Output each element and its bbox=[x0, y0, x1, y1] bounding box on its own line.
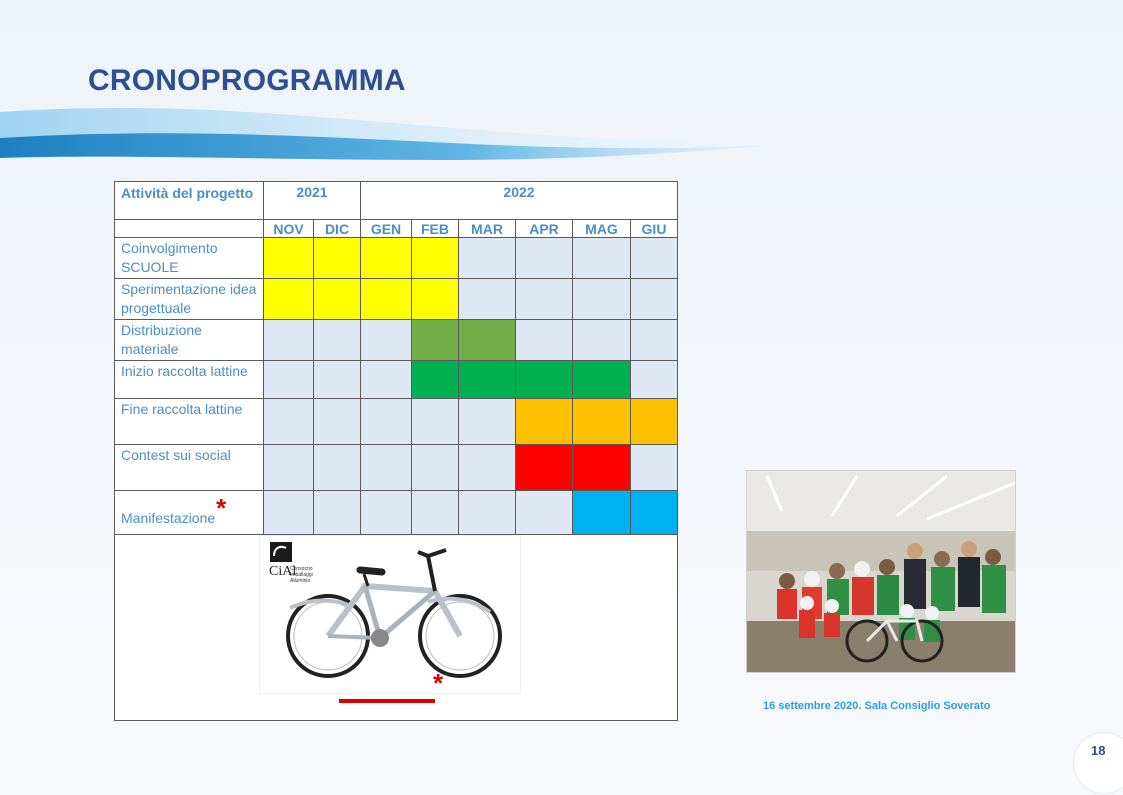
schedule-cell-empty bbox=[264, 445, 314, 491]
schedule-cell-empty bbox=[631, 445, 678, 491]
schedule-cell-empty bbox=[264, 491, 314, 535]
page-number-badge bbox=[1073, 732, 1123, 794]
schedule-cell-empty bbox=[314, 320, 361, 361]
month-header: APR bbox=[516, 220, 573, 238]
schedule-cell-blue bbox=[573, 491, 631, 535]
activity-label bbox=[115, 238, 264, 279]
red-underline bbox=[339, 699, 435, 703]
month-header: GEN bbox=[361, 220, 412, 238]
month-header: DIC bbox=[314, 220, 361, 238]
schedule-cell-empty bbox=[631, 279, 678, 320]
schedule-cell-red bbox=[516, 445, 573, 491]
schedule-cell-yellow bbox=[314, 238, 361, 279]
month-header-blank bbox=[115, 220, 264, 238]
activity-label-text: Contest sui social bbox=[121, 447, 231, 463]
schedule-cell-empty bbox=[459, 399, 516, 445]
schedule-cell-green bbox=[573, 361, 631, 399]
month-header: MAG bbox=[573, 220, 631, 238]
activity-row bbox=[115, 238, 678, 279]
activity-row bbox=[115, 445, 678, 491]
schedule-cell-empty bbox=[459, 238, 516, 279]
schedule-cell-empty bbox=[361, 361, 412, 399]
schedule-cell-orange bbox=[573, 399, 631, 445]
year-2022: 2022 bbox=[361, 182, 678, 220]
month-header: GIU bbox=[631, 220, 678, 238]
schedule-cell-empty bbox=[516, 320, 573, 361]
activity-label-text: Fine raccolta lattine bbox=[121, 401, 243, 417]
bike-prize-image bbox=[259, 535, 521, 694]
activity-row bbox=[115, 491, 678, 535]
schedule-cell-empty bbox=[459, 279, 516, 320]
schedule-cell-empty bbox=[264, 399, 314, 445]
schedule-cell-empty bbox=[264, 361, 314, 399]
schedule-cell-empty bbox=[361, 320, 412, 361]
activity-label bbox=[115, 279, 264, 320]
activity-label bbox=[115, 399, 264, 445]
schedule-cell-green bbox=[516, 361, 573, 399]
photo-caption: 16 settembre 2020. Sala Consiglio Soverato bbox=[763, 700, 991, 712]
activity-label bbox=[115, 320, 264, 361]
schedule-cell-green bbox=[459, 361, 516, 399]
schedule-cell-empty bbox=[516, 238, 573, 279]
schedule-cell-red bbox=[573, 445, 631, 491]
month-header: NOV bbox=[264, 220, 314, 238]
schedule-cell-empty bbox=[361, 445, 412, 491]
schedule-cell-empty bbox=[314, 399, 361, 445]
schedule-cell-yellow bbox=[412, 238, 459, 279]
activity-row bbox=[115, 279, 678, 320]
schedule-cell-olive bbox=[412, 320, 459, 361]
cial-logo-text: CiAl bbox=[269, 564, 297, 579]
schedule-cell-yellow bbox=[314, 279, 361, 320]
schedule-cell-empty bbox=[631, 320, 678, 361]
asterisk-marker: * bbox=[433, 668, 444, 698]
asterisk-marker: * bbox=[216, 493, 227, 523]
activity-row bbox=[115, 399, 678, 445]
month-header: FEB bbox=[412, 220, 459, 238]
activity-label-text: Coinvolgimento SCUOLE bbox=[121, 240, 218, 275]
schedule-cell-empty bbox=[631, 361, 678, 399]
activity-row bbox=[115, 320, 678, 361]
activity-label bbox=[115, 445, 264, 491]
schedule-cell-yellow bbox=[361, 279, 412, 320]
schedule-cell-empty bbox=[361, 399, 412, 445]
year-2021: 2021 bbox=[264, 182, 361, 220]
header-activity: Attività del progetto bbox=[115, 182, 264, 220]
activity-row bbox=[115, 361, 678, 399]
schedule-cell-empty bbox=[459, 491, 516, 535]
activity-label-text: Sperimentazione idea progettuale bbox=[121, 281, 257, 316]
activity-label bbox=[115, 491, 264, 535]
event-photo bbox=[746, 470, 1016, 673]
schedule-cell-empty bbox=[412, 399, 459, 445]
month-header: MAR bbox=[459, 220, 516, 238]
schedule-cell-empty bbox=[412, 445, 459, 491]
schedule-cell-empty bbox=[516, 279, 573, 320]
activity-label-text: Inizio raccolta lattine bbox=[121, 363, 248, 379]
schedule-cell-yellow bbox=[412, 279, 459, 320]
schedule-cell-empty bbox=[361, 491, 412, 535]
schedule-cell-orange bbox=[631, 399, 678, 445]
bicycle-icon bbox=[260, 536, 520, 693]
bike-image-row bbox=[115, 535, 678, 721]
schedule-cell-empty bbox=[573, 279, 631, 320]
activity-label-text: Distribuzione materiale bbox=[121, 322, 202, 357]
schedule-cell-empty bbox=[412, 491, 459, 535]
slide-title: CRONOPROGRAMMA bbox=[88, 64, 406, 97]
schedule-cell-yellow bbox=[361, 238, 412, 279]
schedule-cell-empty bbox=[516, 491, 573, 535]
schedule-cell-yellow bbox=[264, 238, 314, 279]
schedule-cell-orange bbox=[516, 399, 573, 445]
schedule-cell-olive bbox=[459, 320, 516, 361]
page-number: 18 bbox=[1091, 743, 1106, 758]
schedule-table bbox=[114, 181, 678, 721]
activity-label bbox=[115, 361, 264, 399]
schedule-cell-empty bbox=[573, 238, 631, 279]
schedule-cell-empty bbox=[314, 445, 361, 491]
group-photo-image bbox=[747, 471, 1015, 672]
schedule-cell-yellow bbox=[264, 279, 314, 320]
schedule-cell-green bbox=[412, 361, 459, 399]
decorative-wave bbox=[0, 100, 800, 170]
schedule-cell-empty bbox=[314, 361, 361, 399]
schedule-cell-empty bbox=[314, 491, 361, 535]
schedule-cell-empty bbox=[459, 445, 516, 491]
schedule-cell-empty bbox=[264, 320, 314, 361]
activity-label-text: Manifestazione bbox=[121, 510, 216, 526]
schedule-cell-empty bbox=[631, 238, 678, 279]
cial-logo-caption: Consorzio Imballaggi Alluminio bbox=[290, 566, 313, 584]
schedule-cell-empty bbox=[573, 320, 631, 361]
schedule-cell-blue bbox=[631, 491, 678, 535]
